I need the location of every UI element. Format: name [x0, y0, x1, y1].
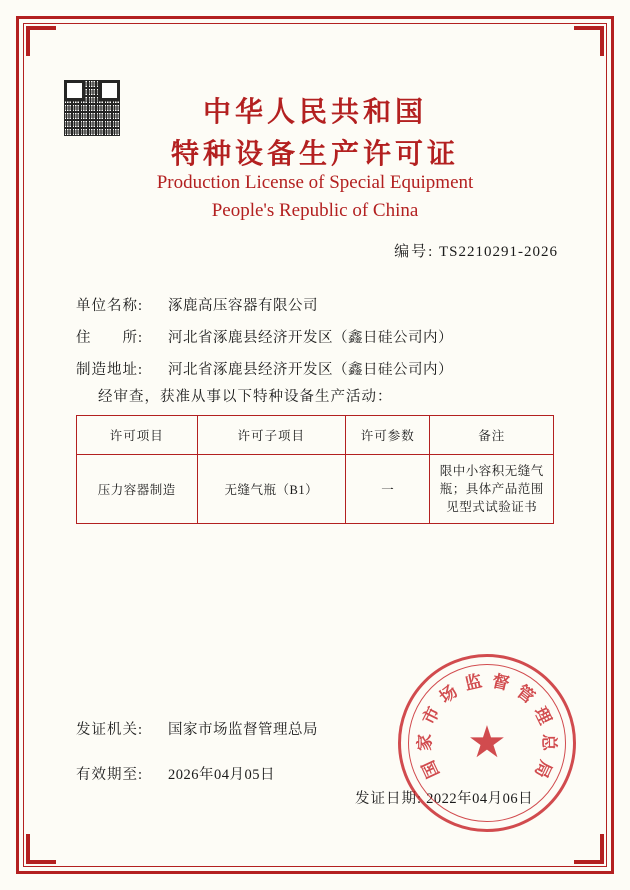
serial-value: TS2210291-2026: [439, 244, 558, 260]
seal-char: 国: [418, 757, 444, 781]
title-chinese-line1: 中华人民共和国: [202, 97, 427, 128]
seal-char: 总: [539, 733, 559, 751]
info-row-address: [76, 326, 556, 347]
table-cell-remark: 限中小容积无缝气瓶；具体产品范围见型式试验证书: [430, 455, 554, 524]
footer-row-validity: [76, 763, 318, 784]
title-english-line1: Production License of Special Equipment: [156, 172, 474, 193]
validity-label: 有效期至:: [76, 767, 144, 783]
corner-ornament-bottom-right: [574, 834, 604, 864]
corner-ornament-top-right: [574, 26, 604, 56]
info-value-manufacture-address: 河北省涿鹿县经济开发区（鑫日硅公司内）: [168, 362, 453, 378]
info-value-address: 河北省涿鹿县经济开发区（鑫日硅公司内）: [168, 330, 453, 346]
corner-ornament-bottom-left: [26, 834, 56, 864]
seal-char: 家: [415, 733, 435, 751]
info-row-company: [76, 294, 556, 315]
table-header-subitem: 许可子项目: [197, 416, 346, 455]
seal-char: 管: [512, 681, 539, 708]
footer-row-authority: [76, 718, 318, 739]
info-label-address: 住 所:: [76, 330, 144, 346]
validity-value: 2026年04月05日: [168, 767, 275, 783]
title-chinese-line2: 特种设备生产许可证: [170, 139, 459, 170]
table-cell-subitem: 无缝气瓶（B1）: [197, 455, 346, 524]
info-row-manufacture-address: [76, 358, 556, 379]
serial-number: [394, 240, 558, 261]
table-cell-item: 压力容器制造: [77, 455, 198, 524]
seal-char: 局: [530, 757, 556, 781]
table-header-item: 许可项目: [77, 416, 198, 455]
authority-label: 发证机关:: [76, 722, 144, 738]
seal-text-arc: [401, 657, 573, 829]
info-block: [76, 294, 556, 390]
issue-date-value: 2022年04月06日: [426, 791, 534, 807]
seal-star-icon: ★: [467, 718, 507, 767]
seal-char: 督: [490, 671, 512, 694]
corner-ornament-top-left: [26, 26, 56, 56]
activity-statement: 经审查，获准从事以下特种设备生产活动：: [98, 389, 393, 405]
info-label-manufacture-address: 制造地址:: [76, 362, 144, 378]
title-english-line2: People's Republic of China: [211, 200, 419, 221]
issue-date-label: 发证日期:: [355, 791, 423, 807]
table-row: [77, 455, 554, 524]
table-header-remark: 备注: [430, 416, 554, 455]
permit-table: [76, 415, 554, 524]
info-label-company: 单位名称:: [76, 298, 144, 314]
seal-char: 场: [435, 681, 462, 708]
seal-char: 市: [419, 703, 444, 728]
info-value-company: 涿鹿高压容器有限公司: [168, 298, 318, 314]
seal-char: 理: [530, 703, 555, 728]
table-header-parameter: 许可参数: [346, 416, 430, 455]
table-cell-parameter: 一: [346, 455, 430, 524]
serial-label: 编号:: [394, 244, 435, 260]
footer-block: [76, 718, 318, 808]
authority-value: 国家市场监督管理总局: [168, 722, 318, 738]
seal-char: 监: [462, 671, 484, 694]
table-header-row: [77, 416, 554, 455]
official-seal-icon: [398, 654, 576, 832]
